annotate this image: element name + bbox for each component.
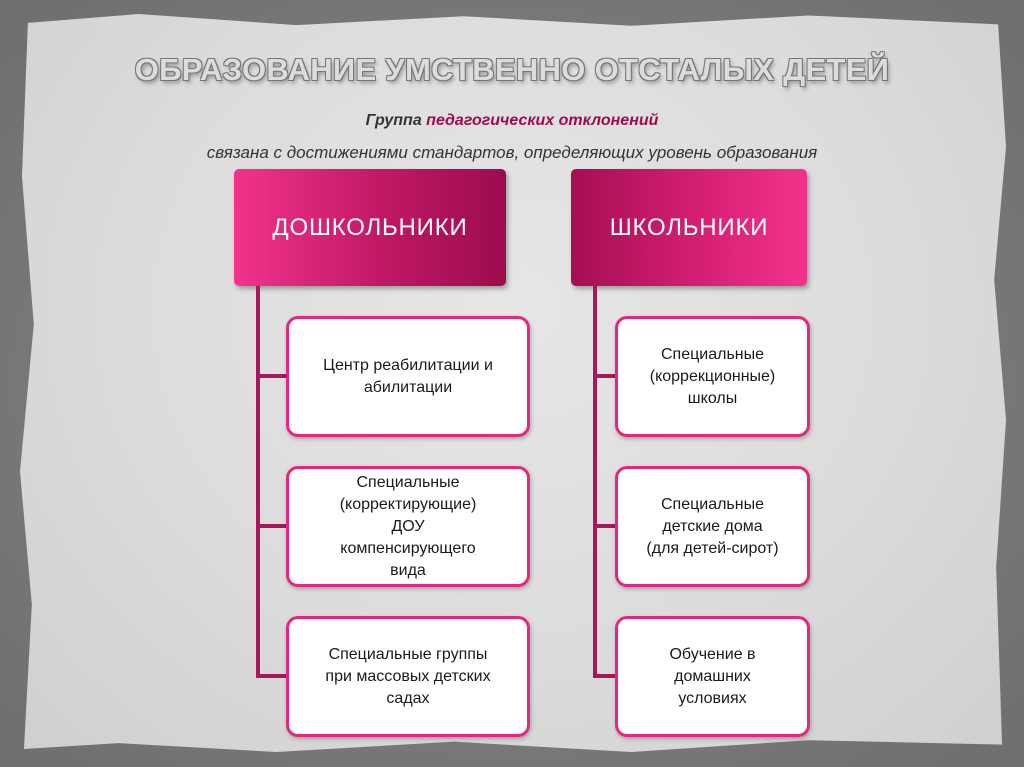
subtitle-group: [0, 112, 1024, 130]
subtitle-lead: Группа: [365, 112, 427, 129]
preschool-connector-branch-1: [256, 374, 288, 378]
school-item-home-schooling: [615, 616, 810, 737]
preschool-item-special-groups: [286, 616, 530, 737]
school-connector-branch-3: [593, 674, 617, 678]
preschool-connector-branch-3: [256, 674, 288, 678]
school-header: [571, 169, 807, 286]
preschool-header-label: ДОШКОЛЬНИКИ: [272, 213, 468, 241]
preschool-connector-vertical: [256, 286, 260, 678]
school-header-label: ШКОЛЬНИКИ: [609, 213, 769, 241]
school-item-label: Специальные детские дома (для детей-сирот): [646, 495, 779, 557]
school-item-orphanages: [615, 466, 810, 587]
preschool-connector-branch-2: [256, 524, 288, 528]
subtitle-description: связана с достижениями стандартов, определяющих уровень образования: [206, 143, 818, 162]
preschool-item-special-dou: [286, 466, 530, 587]
school-connector-branch-2: [593, 524, 617, 528]
subtitle-accent: педагогических отклонений: [426, 112, 659, 129]
slide-title: ОБРАЗОВАНИЕ УМСТВЕННО ОТСТАЛЫХ ДЕТЕЙ: [134, 52, 890, 87]
preschool-item-label: Специальные (корректирующие) ДОУ компенсирующего вида: [339, 473, 477, 579]
preschool-header: [234, 169, 506, 286]
school-item-label: Специальные (коррекционные) школы: [649, 345, 776, 407]
school-item-correctional-schools: [615, 316, 810, 437]
preschool-item-label: Специальные группы при массовых детских садах: [325, 645, 491, 707]
preschool-item-rehab-center: [286, 316, 530, 437]
preschool-item-label: Центр реабилитации и абилитации: [323, 356, 493, 396]
school-connector-vertical: [593, 286, 597, 678]
school-connector-branch-1: [593, 374, 617, 378]
school-item-label: Обучение в домашних условиях: [669, 645, 756, 707]
